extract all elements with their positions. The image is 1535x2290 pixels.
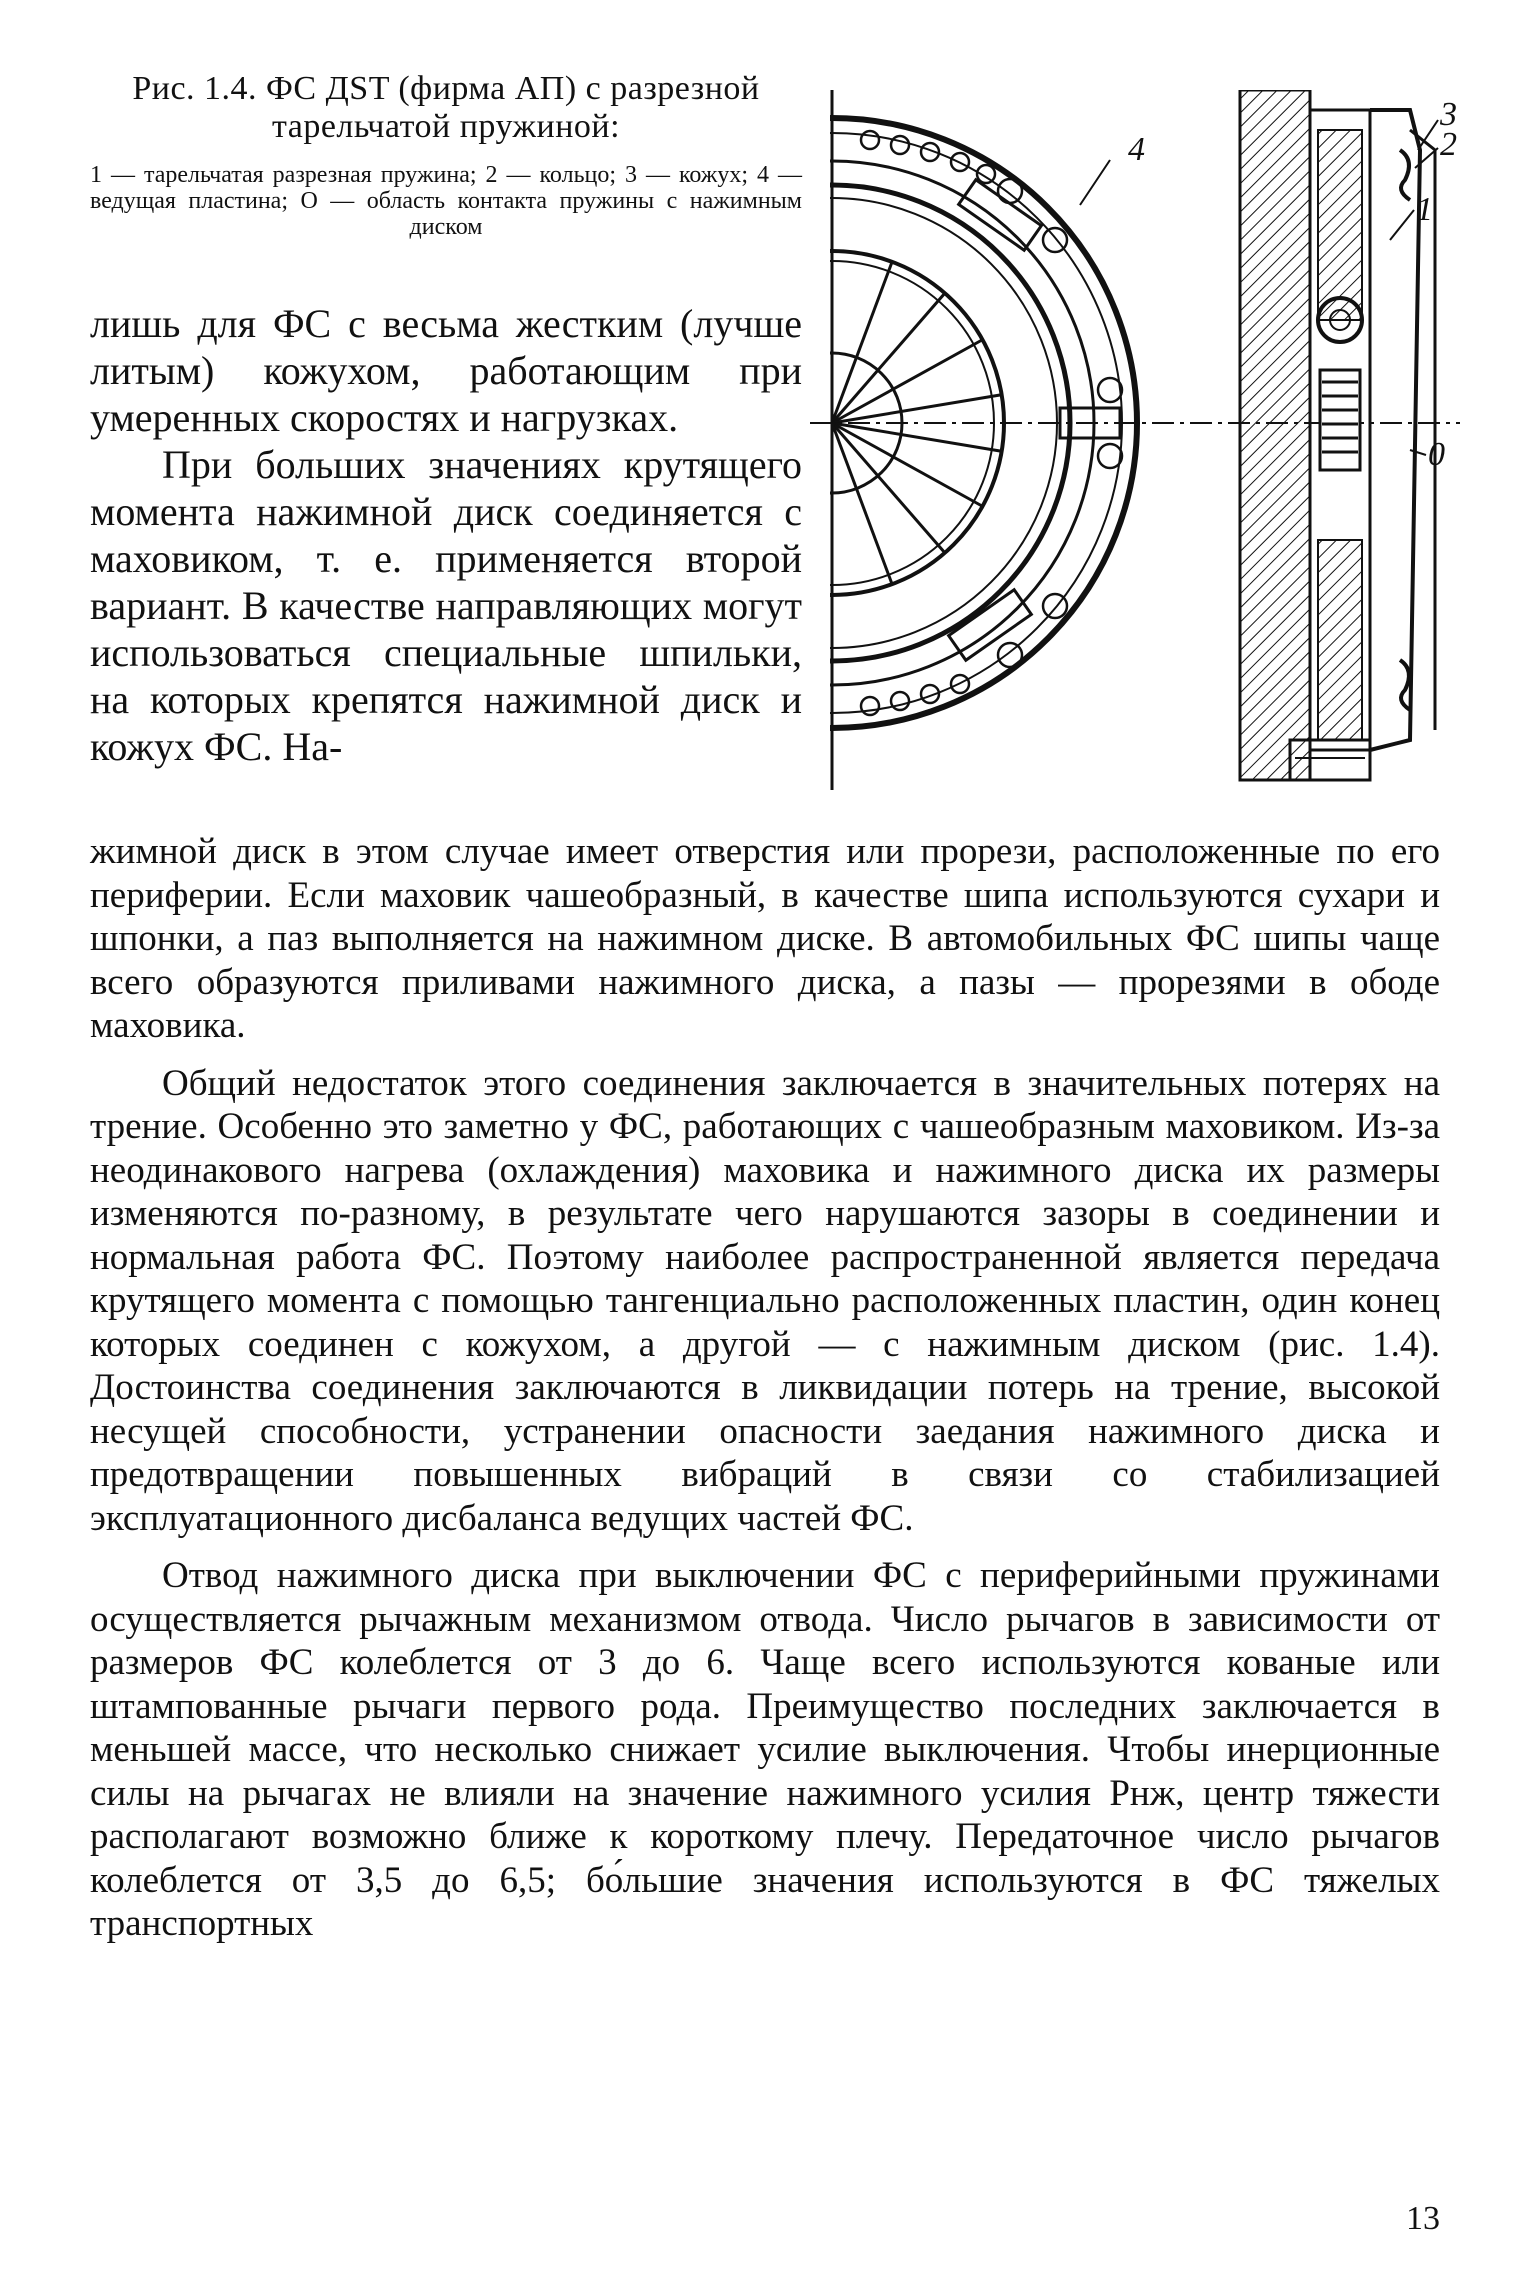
figure-caption-title: Рис. 1.4. ФС ДST (фирма АП) с разрезной тарельчатой пружиной: xyxy=(132,70,760,145)
label-2: 2 xyxy=(1440,126,1457,163)
full-text-column xyxy=(90,830,1440,1946)
paragraph-2-continued: жимной диск в этом случае имеет отверстия или прорези, расположенные по его периферии. Если маховик чашеобразный, в качестве шипа используются сухари и шпонки, а паз выполняется на нажимном диске. В автомобильных ФС шипы чаще всего образуются приливами нажимного диска, а пазы — прорезями в ободе маховика. xyxy=(90,831,1440,1046)
label-0: 0 xyxy=(1428,436,1445,473)
clutch-drawing xyxy=(810,90,1460,810)
narrow-text-column xyxy=(90,300,802,770)
label-3: 3 xyxy=(1440,96,1457,133)
paragraph-1: лишь для ФС с весьма жестким (лучше литым) кожухом, работающим при умеренных скоростях и нагрузках. xyxy=(90,301,802,440)
clutch-section-view xyxy=(1240,90,1435,780)
paragraph-4: Отвод нажимного диска при выключении ФС с периферийными пружинами осуществляется рычажным механизмом отвода. Число рычагов в зависимости от размеров ФС колеблется от 3 до 6. Чаще всего используются кованые или штампованные рычаги первого рода. Преимущество последних заключается в меньшей массе, что несколько снижает усилие выключения. Чтобы инерционные силы на рычагах не влияли на значение нажимного усилия Рнж, центр тяжести располагают возможно ближе к короткому плечу. Передаточное число рычагов колеблется от 3,5 до 6,5; бо́льшие значения используются в ФС тяжелых транспортных xyxy=(90,1555,1440,1944)
page-number: 13 xyxy=(1406,2200,1440,2237)
paragraph-3: Общий недостаток этого соединения заключается в значительных потерях на трение. Особенно это заметно у ФС, работающих с чашеобразным маховиком. Из-за неодинакового нагрева (охлаждения) маховика и нажимного диска их размеры изменяются по-разному, в результате чего нарушаются зазоры в соединении и нормальная работа ФС. Поэтому наиболее распространенной является передача крутящего момента с помощью тангенциально расположенных пластин, один конец которых соединен с кожухом, а другой — с нажимным диском (рис. 1.4). Достоинства соединения заключаются в ликвидации потерь на трение, высокой несущей способности, устранении опасности заедания нажимного диска и предотвращении повышенных вибраций в связи со стабилизацией эксплуатационного дисбаланса ведущих частей ФС. xyxy=(90,1062,1440,1539)
paragraph-2-start: При больших значениях крутящего момента нажимной диск соединяется с маховиком, т. е. применяется второй вариант. В качестве направляющих могут использоваться специальные шпильки, на которых крепятся нажимной диск и кожух ФС. На- xyxy=(90,442,802,769)
figure-caption xyxy=(90,70,802,240)
label-4: 4 xyxy=(1128,131,1145,168)
clutch-figure xyxy=(810,90,1460,810)
label-1: 1 xyxy=(1416,191,1433,228)
figure-caption-legend: 1 — тарельчатая разрезная пружина; 2 — кольцо; 3 — кожух; 4 — ведущая пластина; О — область контакта пружины с нажимным диском xyxy=(90,162,802,240)
